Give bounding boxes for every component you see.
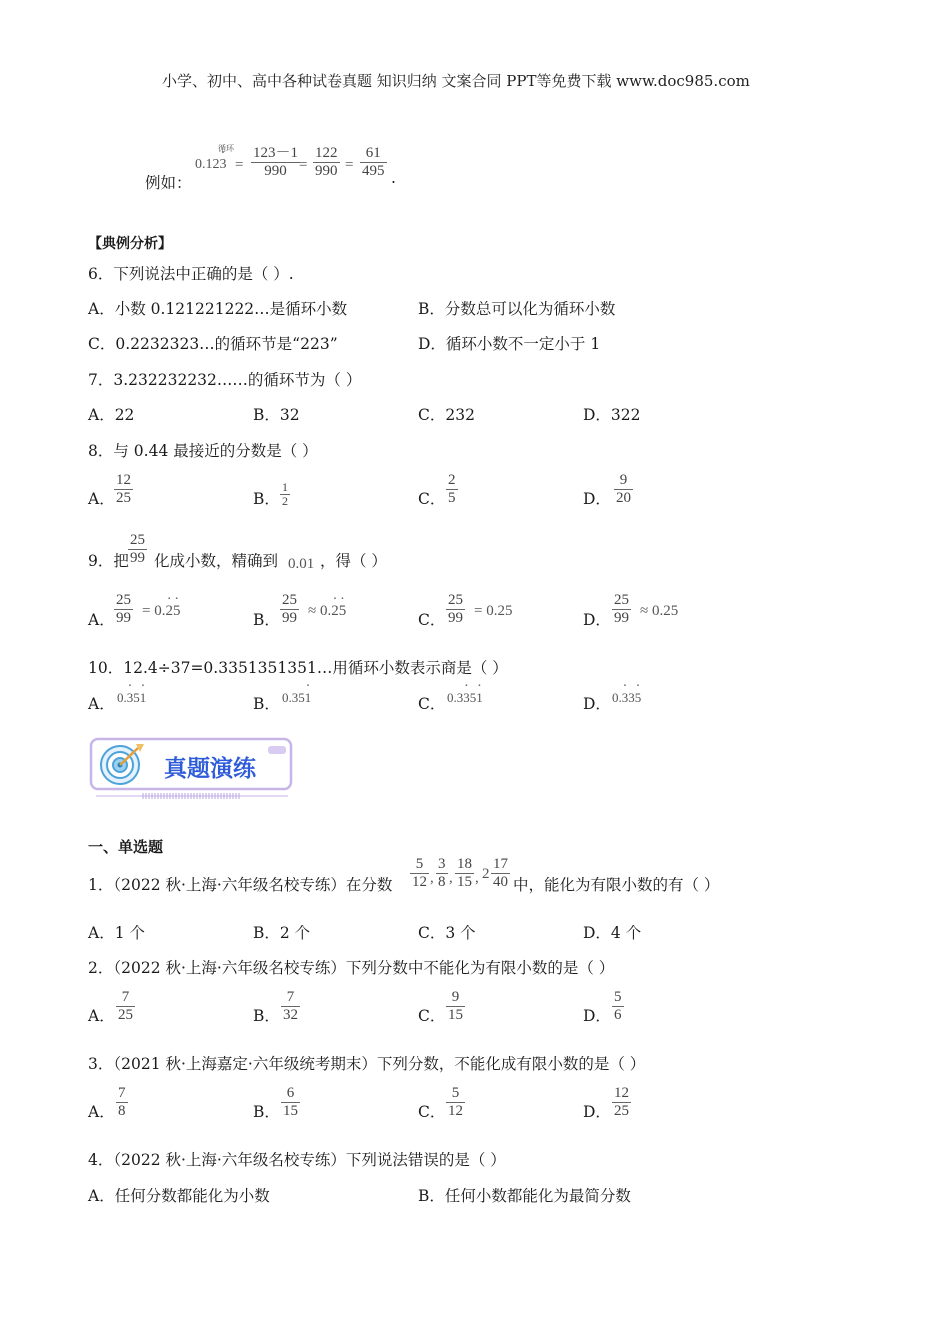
q8-option-c-label: C． <box>418 490 446 508</box>
p3-stem: 3．（2021 秋·上海嘉定·六年级统考期末）下列分数，不能化成有限小数的是（ ） <box>88 1055 646 1073</box>
q7-stem: 7．3.232232232……的循环节为（ ） <box>88 371 362 389</box>
example-tag: 循环 <box>218 144 234 153</box>
q6-option-b: B．分数总可以化为循环小数 <box>418 300 616 318</box>
p2-option-a-label: A． <box>88 1007 115 1025</box>
q10-option-a-label: A． <box>88 695 115 713</box>
q10-option-d-value: 0.· 33· 5 <box>612 690 641 706</box>
p1-option-b: B．2 个 <box>253 924 311 942</box>
q9-precision: 0.01 <box>288 556 315 572</box>
p1-whole: 2 <box>482 866 490 882</box>
q6-option-d: D．循环小数不一定小于 1 <box>418 335 601 353</box>
p3-option-a-label: A． <box>88 1103 115 1121</box>
q6-stem: 6．下列说法中正确的是（ ）. <box>88 265 294 283</box>
q9-option-a-fraction: 25 99 <box>116 592 131 626</box>
p2-option-c-fraction: 9 15 <box>448 989 463 1023</box>
q7-option-b: B．32 <box>253 406 300 424</box>
part-title: 一、单选题 <box>88 838 164 856</box>
q8-option-d-fraction: 9 20 <box>616 472 631 506</box>
p1-fraction-2: 3 8 <box>438 856 446 890</box>
q8-option-c-fraction: 2 5 <box>448 472 456 506</box>
p2-option-c-label: C． <box>418 1007 446 1025</box>
p3-option-d-label: D． <box>583 1103 611 1121</box>
q6-option-c: C．0.2232323…的循环节是“223” <box>88 335 338 353</box>
q10-option-a-value: 0.· 35· 1 <box>117 690 146 706</box>
eq-sign: = <box>299 157 308 173</box>
p1-comma: , <box>475 870 479 886</box>
p2-option-d-label: D． <box>583 1007 611 1025</box>
p4-option-b: B．任何小数都能化为最简分数 <box>418 1187 631 1205</box>
q9-option-c-fraction: 25 99 <box>448 592 463 626</box>
page-header: 小学、初中、高中各种试卷真题 知识归纳 文案合同 PPT等免费下载 www.doc985.com <box>162 72 750 90</box>
p4-option-a: A．任何分数都能化为小数 <box>88 1187 270 1205</box>
q8-option-a-fraction: 12 25 <box>116 472 131 506</box>
example-label: 例如： <box>145 174 192 192</box>
p1-fraction-3: 18 15 <box>457 856 472 890</box>
p1-option-a: A．1 个 <box>88 924 145 942</box>
q9-mid: 化成小数，精确到 <box>154 552 279 570</box>
p1-stem-a: 1．（2022 秋·上海·六年级名校专练）在分数 <box>88 876 393 894</box>
q8-option-a-label: A． <box>88 490 115 508</box>
q7-option-a: A．22 <box>88 406 135 424</box>
section-banner <box>88 736 296 802</box>
q10-option-c-value: 0.3· 35· 1 <box>447 690 483 706</box>
q9-option-d-label: D． <box>583 611 611 629</box>
q10-option-c-label: C． <box>418 695 446 713</box>
p2-option-b-fraction: 7 32 <box>283 989 298 1023</box>
q8-option-b-fraction: 1 2 <box>282 480 288 508</box>
p4-stem: 4．（2022 秋·上海·六年级名校专练）下列说法错误的是（ ） <box>88 1151 506 1169</box>
p1-option-c: C．3 个 <box>418 924 476 942</box>
q9-option-c-label: C． <box>418 611 446 629</box>
q9-option-d-value: ≈ 0.25 <box>640 603 679 619</box>
q8-option-d-label: D． <box>583 490 611 508</box>
p1-comma: , <box>449 870 453 886</box>
q10-option-b-label: B． <box>253 695 280 713</box>
q9-option-b-value: ≈ 0.· 2· 5 <box>308 603 346 620</box>
p3-option-c-fraction: 5 12 <box>448 1085 463 1119</box>
eq-sign: = <box>235 157 244 173</box>
p2-option-d-fraction: 5 6 <box>614 989 622 1023</box>
q7-option-c: C．232 <box>418 406 475 424</box>
banner-title: 真题演练 <box>164 756 256 782</box>
q9-option-d-fraction: 25 99 <box>614 592 629 626</box>
eq-sign: = <box>345 157 354 173</box>
q8-stem: 8．与 0.44 最接近的分数是（ ） <box>88 442 318 460</box>
p1-option-d: D．4 个 <box>583 924 642 942</box>
example-fraction-1: 123－1 990 <box>253 145 299 179</box>
q8-option-b-label: B． <box>253 490 280 508</box>
example-lhs: 0.12· 3 <box>195 157 227 173</box>
q9-option-a-value: = 0.· 2· 5 <box>142 603 180 620</box>
p1-fraction-1: 5 12 <box>412 856 427 890</box>
p1-comma: , <box>430 870 434 886</box>
target-icon <box>98 741 146 787</box>
p3-option-a-fraction: 7 8 <box>118 1085 126 1119</box>
q10-option-d-label: D． <box>583 695 611 713</box>
p1-fraction-4: 17 40 <box>493 856 508 890</box>
q9-suffix: ，得（ ） <box>320 552 387 570</box>
example-fraction-2: 122 990 <box>315 145 338 179</box>
p2-stem: 2．（2022 秋·上海·六年级名校专练）下列分数中不能化为有限小数的是（ ） <box>88 959 615 977</box>
q9-fraction: 25 99 <box>130 532 145 566</box>
example-fraction-3: 61 495 <box>362 145 385 179</box>
example-formula <box>195 143 395 193</box>
example-end: . <box>391 169 396 187</box>
p2-option-b-label: B． <box>253 1007 280 1025</box>
q9-option-b-label: B． <box>253 611 280 629</box>
p3-option-b-label: B． <box>253 1103 280 1121</box>
section-title: 【典例分析】 <box>88 236 172 252</box>
q9-option-c-value: = 0.25 <box>474 603 513 619</box>
p3-option-c-label: C． <box>418 1103 446 1121</box>
p1-stem-b: 中，能化为有限小数的有（ ） <box>513 876 720 894</box>
q6-option-a: A．小数 0.121221222…是循环小数 <box>88 300 348 318</box>
q10-option-b-value: 0.35· 1 <box>282 690 311 706</box>
p2-option-a-fraction: 7 25 <box>118 989 133 1023</box>
q7-option-d: D．322 <box>583 406 641 424</box>
p3-option-d-fraction: 12 25 <box>614 1085 629 1119</box>
q10-stem: 10．12.4÷37=0.3351351351…用循环小数表示商是（ ） <box>88 659 508 677</box>
q9-option-a-label: A． <box>88 611 115 629</box>
q9-option-b-fraction: 25 99 <box>282 592 297 626</box>
p3-option-b-fraction: 6 15 <box>283 1085 298 1119</box>
q9-prefix: 9．把 <box>88 552 129 570</box>
